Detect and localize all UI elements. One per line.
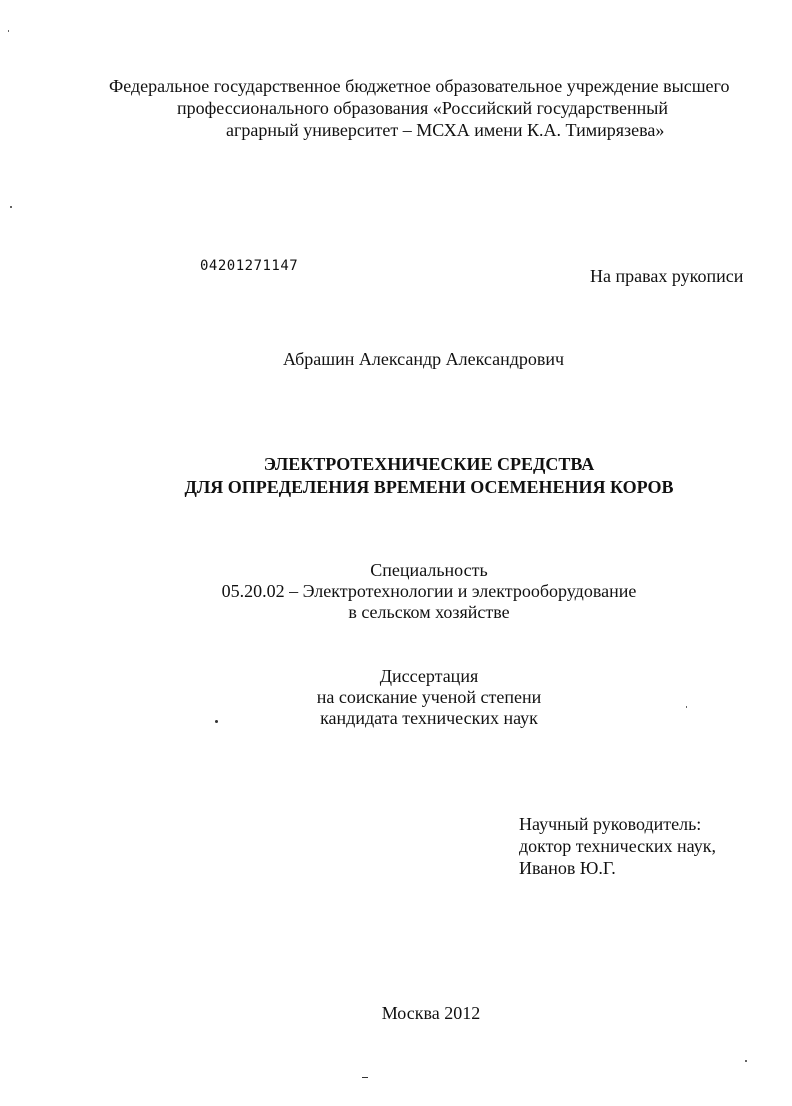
supervisor-line-3: Иванов Ю.Г. [519, 858, 616, 878]
institution-line-1: Федеральное государственное бюджетное образовательное учреждение высшего [109, 76, 730, 96]
specialty-continuation: в сельском хозяйстве [348, 602, 510, 622]
title-line-2: ДЛЯ ОПРЕДЕЛЕНИЯ ВРЕМЕНИ ОСЕМЕНЕНИЯ КОРОВ [184, 477, 674, 497]
registration-number: 04201271147 [200, 258, 299, 274]
scan-speck [362, 1077, 368, 1078]
title-line-1: ЭЛЕКТРОТЕХНИЧЕСКИЕ СРЕДСТВА [263, 454, 595, 474]
scan-speck [686, 706, 687, 708]
author-name: Абрашин Александр Александрович [283, 349, 565, 369]
dissertation-line-2: на соискание ученой степени [316, 687, 542, 707]
specialty-label: Специальность [370, 560, 488, 580]
specialty-code-line: 05.20.02 – Электротехнологии и электрооборудование [221, 581, 637, 601]
supervisor-line-2: доктор технических наук, [519, 836, 716, 856]
rights-notice: На правах рукописи [590, 266, 744, 286]
scan-speck [8, 30, 9, 32]
dissertation-line-1: Диссертация [379, 666, 479, 686]
supervisor-line-1: Научный руководитель: [519, 814, 702, 834]
scan-speck [10, 206, 12, 208]
institution-line-3: аграрный университет – МСХА имени К.А. Тимирязева» [226, 120, 665, 140]
dissertation-line-3: кандидата технических наук [320, 708, 538, 728]
scan-speck [215, 720, 218, 723]
place-year: Москва 2012 [381, 1003, 481, 1023]
institution-line-2: профессионального образования «Российский государственный [177, 98, 668, 118]
scan-speck [745, 1060, 747, 1062]
